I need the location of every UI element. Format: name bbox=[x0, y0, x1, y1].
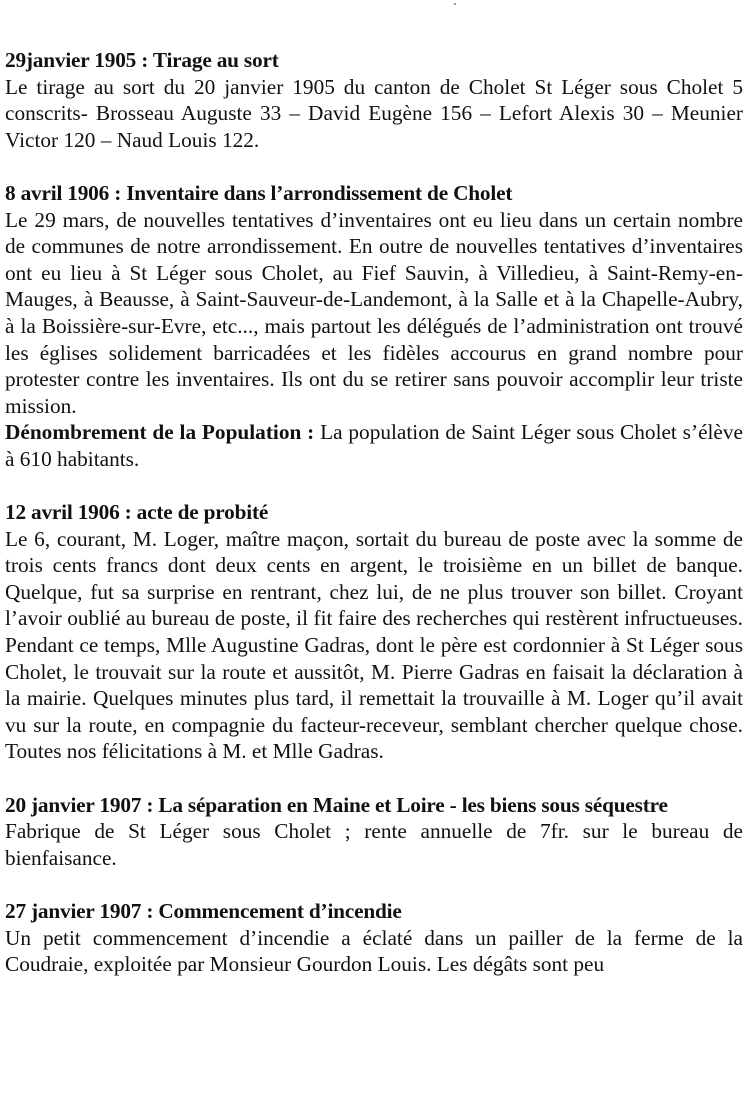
population-note-label: Dénombrement de la Population : bbox=[5, 420, 315, 445]
section-heading: 29janvier 1905 : Tirage au sort bbox=[5, 48, 279, 72]
document-page bbox=[5, 47, 743, 978]
section-tirage-au-sort bbox=[5, 47, 743, 153]
section-incendie bbox=[5, 898, 743, 978]
section-heading: 27 janvier 1907 : Commencement d’incendie bbox=[5, 899, 402, 923]
section-paragraph: Le tirage au sort du 20 janvier 1905 du canton de Cholet St Léger sous Cholet 5 conscrits- Brosseau Auguste 33 – David Eugène 156 – Lefort Alexis 30 – Meunier Victor 120 – Naud Louis 122. bbox=[5, 74, 743, 152]
section-paragraph: Le 29 mars, de nouvelles tentatives d’inventaires ont eu lieu dans un certain nombre de communes de notre arrondissement. En outre de nouvelles tentatives d’inventaires ont eu lieu à St Léger sous Cholet, au Fief Sauvin, à Villedieu, à Saint-Remy-en-Mauges, à Beausse, à Saint-Sauveur-de-Landemont, à la Salle et à la Chapelle-Aubry, à la Boissière-sur-Evre, etc..., mais partout les délégués de l’administration ont trouvé les églises solidement barricadées et les fidèles accourus en grand nombre pour protester contre les inventaires. Ils ont du se retirer sans pouvoir accomplir leur triste mission. bbox=[5, 207, 743, 418]
section-inventaire bbox=[5, 180, 743, 473]
section-acte-de-probite bbox=[5, 499, 743, 765]
section-separation bbox=[5, 792, 743, 872]
section-paragraph: Fabrique de St Léger sous Cholet ; rente annuelle de 7fr. sur le bureau de bienfaisance. bbox=[5, 819, 743, 870]
section-paragraph: Le 6, courant, M. Loger, maître maçon, sortait du bureau de poste avec la somme de trois cents francs dont deux cents en argent, le troisième en un billet de banque. Quelque, fut sa surprise en rentrant, chez lui, de ne plus trouver son billet. Croyant l’avoir oublié au bureau de poste, il fit faire des recherches qui restèrent infructueuses. Pendant ce temps, Mlle Augustine Gadras, dont le père est cordonnier à St Léger sous Cholet, le trouvait sur la route et aussitôt, M. Pierre Gadras en faisait la déclaration à la mairie. Quelques minutes plus tard, il remettait la trouvaille à M. Loger qu’il avait vu sur la route, en compagnie du facteur-receveur, semblant chercher quelque chose. Toutes nos félicitations à M. et Mlle Gadras. bbox=[5, 526, 743, 764]
population-note-text: La population de Saint Léger sous Cholet s’élève à 610 habitants. bbox=[5, 420, 743, 471]
section-heading: 12 avril 1906 : acte de probité bbox=[5, 500, 269, 525]
section-heading: 8 avril 1906 : Inventaire dans l’arrondissement de Cholet bbox=[5, 180, 513, 205]
population-note bbox=[5, 419, 743, 472]
section-heading: 20 janvier 1907 : La séparation en Maine et Loire - les biens sous séquestre bbox=[5, 792, 668, 817]
scan-speck bbox=[454, 3, 456, 5]
section-paragraph: Un petit commencement d’incendie a éclaté dans un pailler de la ferme de la Coudraie, exploitée par Monsieur Gourdon Louis. Les dégâts sont peu bbox=[5, 925, 743, 977]
